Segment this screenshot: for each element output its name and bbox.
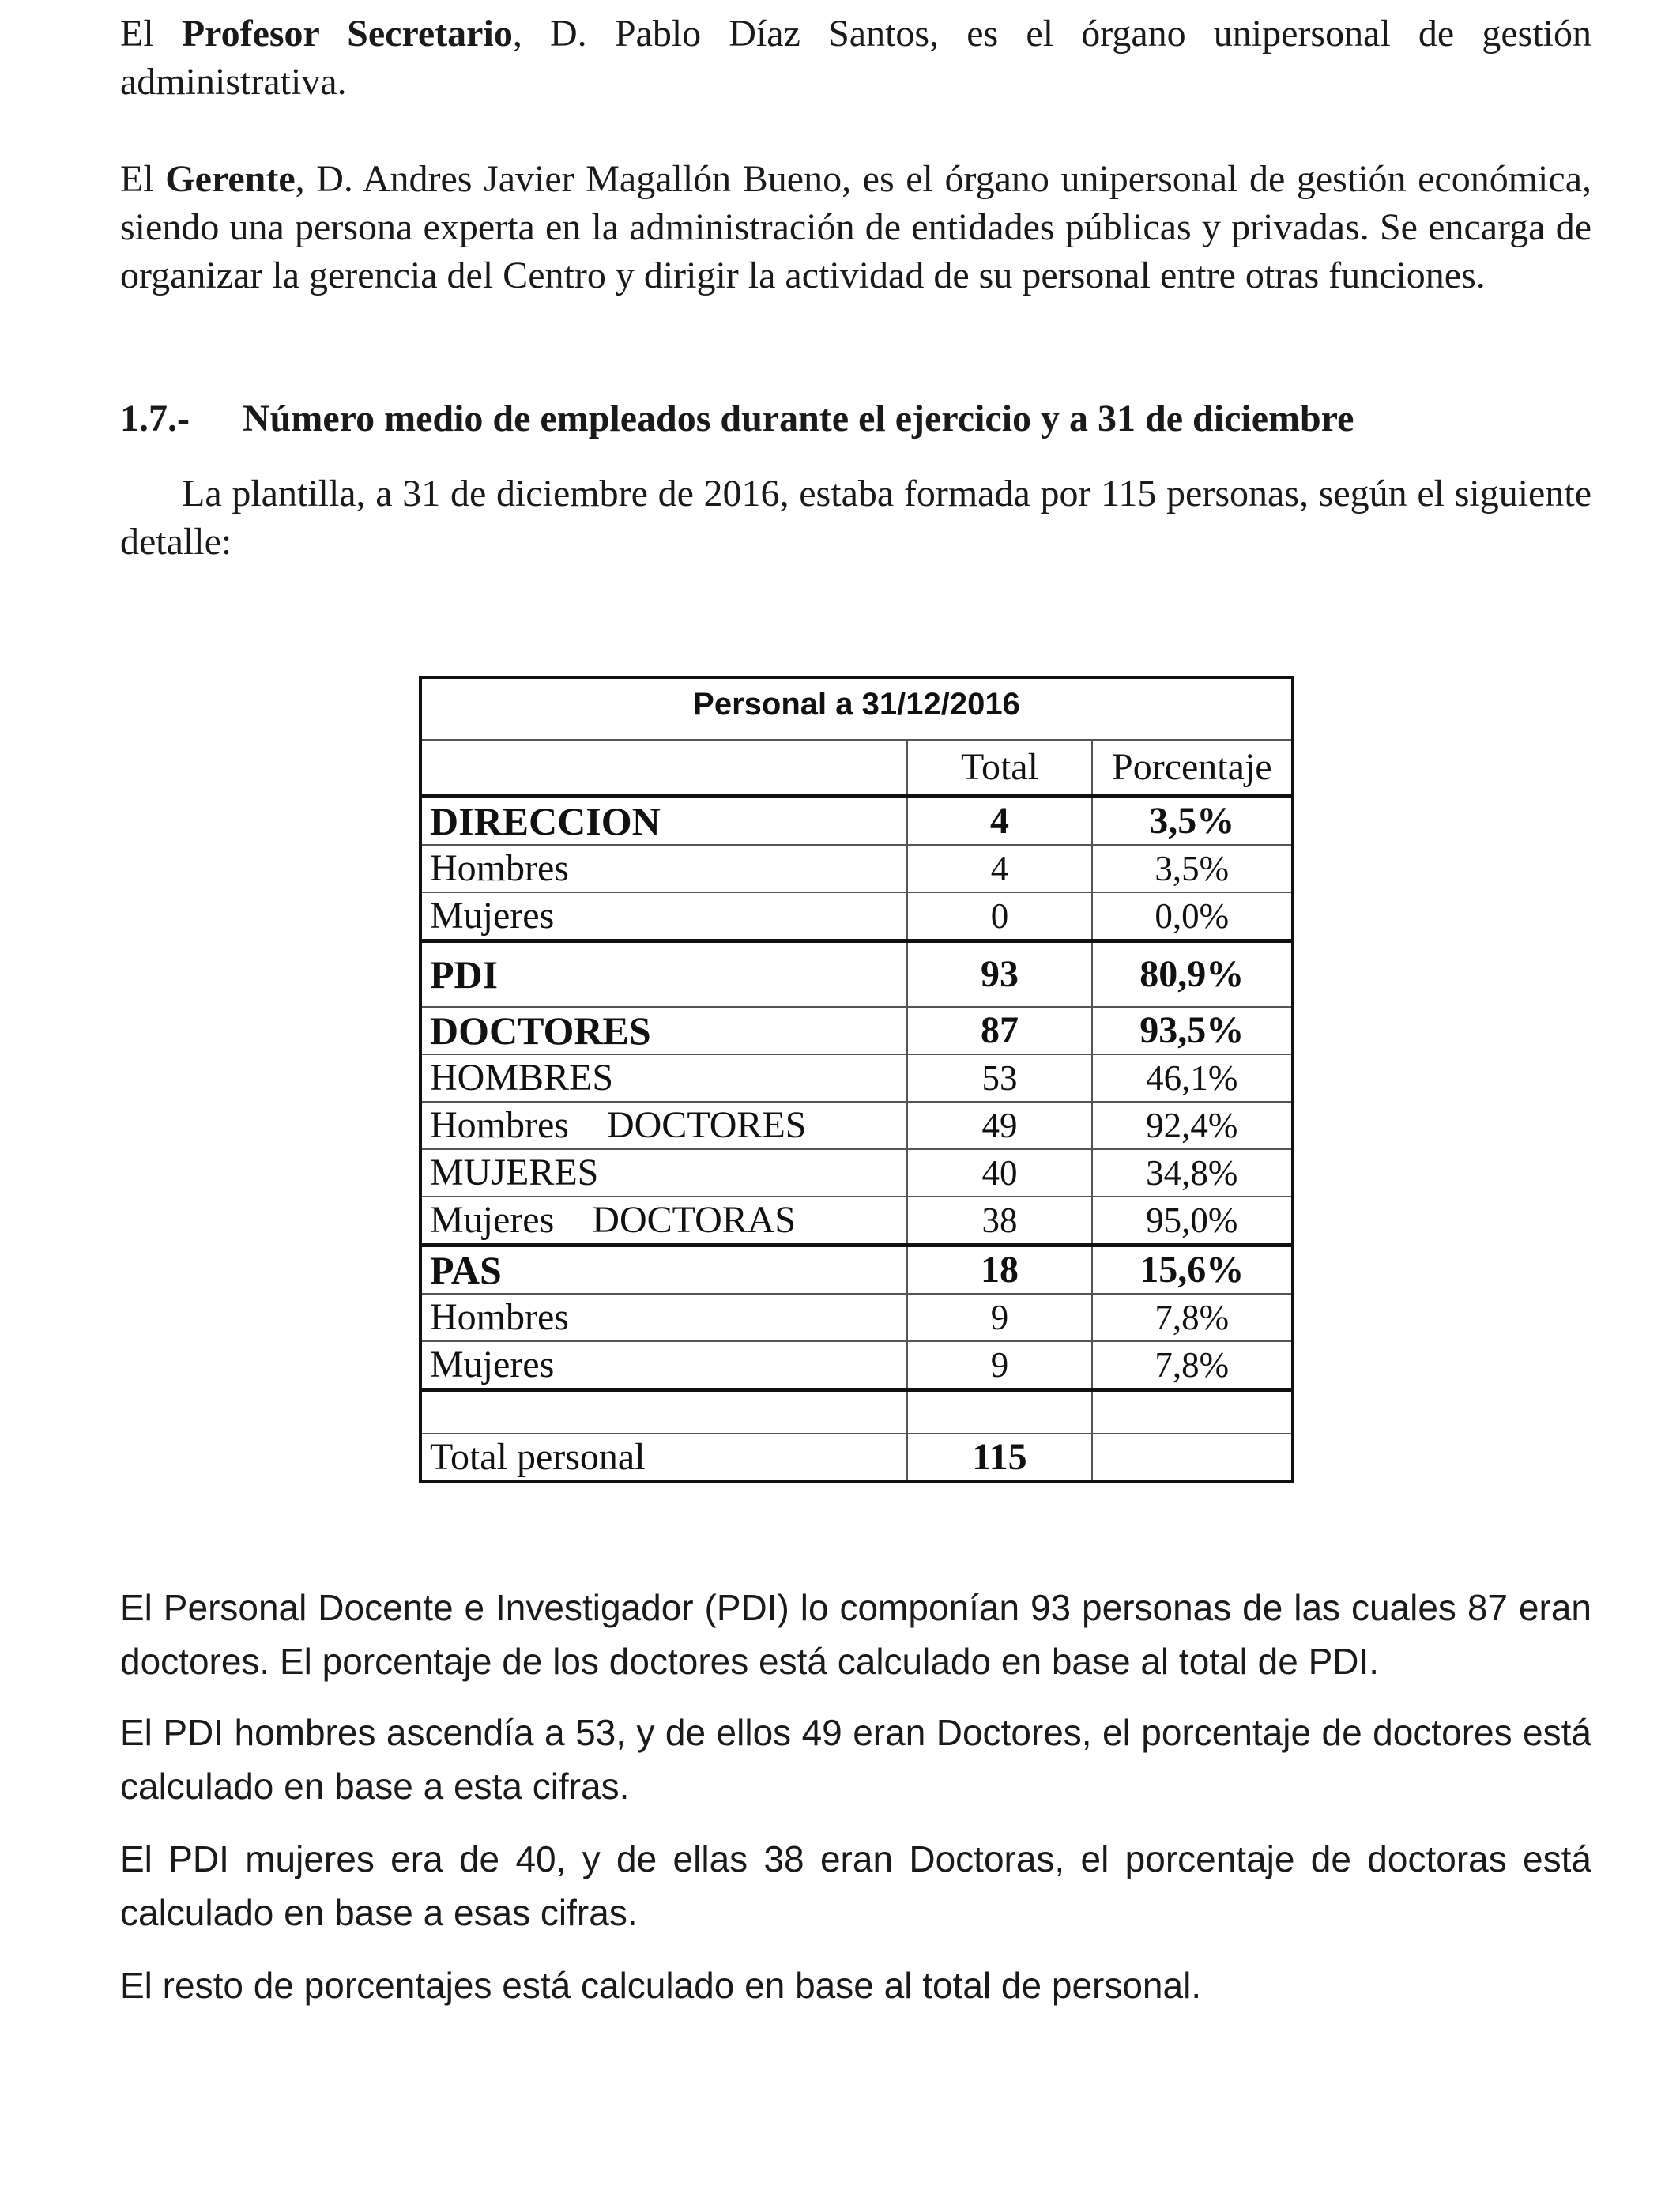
row-label: Mujeres <box>420 1341 907 1390</box>
table-row <box>420 797 1293 846</box>
table-row <box>420 1149 1293 1197</box>
table-total-row <box>420 1434 1293 1482</box>
header-total: Total <box>907 740 1091 797</box>
row-label: MUJERES <box>420 1149 907 1197</box>
empty-cell <box>907 1390 1091 1434</box>
row-label: Hombres <box>420 845 907 892</box>
row-label: Mujeres DOCTORAS <box>420 1197 907 1246</box>
total-label: Total personal <box>420 1434 907 1482</box>
row-percentage: 0,0% <box>1092 892 1293 941</box>
row-total: 93 <box>907 941 1091 1008</box>
manager-pre: El <box>120 158 166 200</box>
row-total: 49 <box>907 1102 1091 1149</box>
row-total: 18 <box>907 1246 1091 1295</box>
section-heading <box>120 395 1591 443</box>
manager-text: , D. Andres Javier Magallón Bueno, es el órgano unipersonal de gestión económica, siendo una persona experta en la administración de entidades públicas y privadas. Se encarga de organizar la gerencia del Centro y dirigir la actividad de su personal entre otras funciones. <box>120 158 1592 296</box>
row-label: Mujeres <box>420 892 907 941</box>
table-header-row <box>420 740 1293 797</box>
table-title: Personal a 31/12/2016 <box>420 677 1293 740</box>
empty-cell <box>420 1390 907 1434</box>
row-label: Hombres <box>420 1294 907 1341</box>
row-percentage: 15,6% <box>1092 1246 1293 1295</box>
paragraph-manager <box>120 155 1591 300</box>
row-label: PDI <box>420 941 907 1008</box>
row-label: HOMBRES <box>420 1054 907 1102</box>
row-label: DOCTORES <box>420 1007 907 1054</box>
row-total: 9 <box>907 1341 1091 1390</box>
paragraph-rest: El resto de porcentajes está calculado en base al total de personal. <box>120 1965 1202 2006</box>
secretary-text: , D. Pablo Díaz Santos, es el órgano unipersonal de gestión administrativa. <box>120 13 1592 103</box>
secretary-pre: El <box>120 13 182 55</box>
secretary-role: Profesor Secretario <box>181 13 513 55</box>
header-blank <box>420 740 907 797</box>
row-total: 53 <box>907 1054 1091 1102</box>
paragraph-pdi-men: El PDI hombres ascendía a 53, y de ellos 49 eran Doctores, el porcentaje de doctores está calculado en base a esta cifras. <box>120 1712 1591 1807</box>
section-number: 1.7.- <box>120 398 190 439</box>
row-percentage: 92,4% <box>1092 1102 1293 1149</box>
row-label: Hombres DOCTORES <box>420 1102 907 1149</box>
empty-cell <box>1092 1390 1293 1434</box>
staff-table <box>419 676 1294 1483</box>
row-percentage: 80,9% <box>1092 941 1293 1008</box>
manager-role: Gerente <box>165 158 296 200</box>
table-row <box>420 1054 1293 1102</box>
row-percentage: 7,8% <box>1092 1294 1293 1341</box>
row-percentage: 93,5% <box>1092 1007 1293 1054</box>
row-percentage: 46,1% <box>1092 1054 1293 1102</box>
paragraph-pdi-women: El PDI mujeres era de 40, y de ellas 38 eran Doctoras, el porcentaje de doctoras está calculado en base a esas cifras. <box>120 1838 1591 1933</box>
table-row <box>420 1007 1293 1054</box>
row-total: 87 <box>907 1007 1091 1054</box>
row-total: 9 <box>907 1294 1091 1341</box>
row-percentage: 7,8% <box>1092 1341 1293 1390</box>
row-label: DIRECCION <box>420 797 907 846</box>
table-row <box>420 1294 1293 1341</box>
table-row <box>420 1102 1293 1149</box>
paragraph-staff-intro: La plantilla, a 31 de diciembre de 2016, estaba formada por 115 personas, según el siguiente detalle: <box>120 473 1591 563</box>
row-total: 40 <box>907 1149 1091 1197</box>
row-percentage: 3,5% <box>1092 797 1293 846</box>
row-percentage: 95,0% <box>1092 1197 1293 1246</box>
table-row <box>420 845 1293 892</box>
row-percentage: 34,8% <box>1092 1149 1293 1197</box>
table-row <box>420 1246 1293 1295</box>
header-percentage: Porcentaje <box>1092 740 1293 797</box>
row-total: 4 <box>907 797 1091 846</box>
table-row <box>420 1197 1293 1246</box>
table-title-row <box>420 677 1293 740</box>
row-total: 38 <box>907 1197 1091 1246</box>
row-label: PAS <box>420 1246 907 1295</box>
table-row <box>420 941 1293 1008</box>
paragraph-pdi: El Personal Docente e Investigador (PDI) lo componían 93 personas de las cuales 87 eran doctores. El porcentaje de los doctores está calculado en base al total de PDI. <box>120 1587 1591 1682</box>
row-total: 0 <box>907 892 1091 941</box>
table-row <box>420 892 1293 941</box>
total-percentage-blank <box>1092 1434 1293 1482</box>
row-total: 4 <box>907 845 1091 892</box>
section-title: Número medio de empleados durante el ejercicio y a 31 de diciembre <box>243 398 1354 439</box>
paragraph-secretary <box>120 9 1591 106</box>
total-value: 115 <box>907 1434 1091 1482</box>
table-empty-row <box>420 1390 1293 1434</box>
row-percentage: 3,5% <box>1092 845 1293 892</box>
table-row <box>420 1341 1293 1390</box>
